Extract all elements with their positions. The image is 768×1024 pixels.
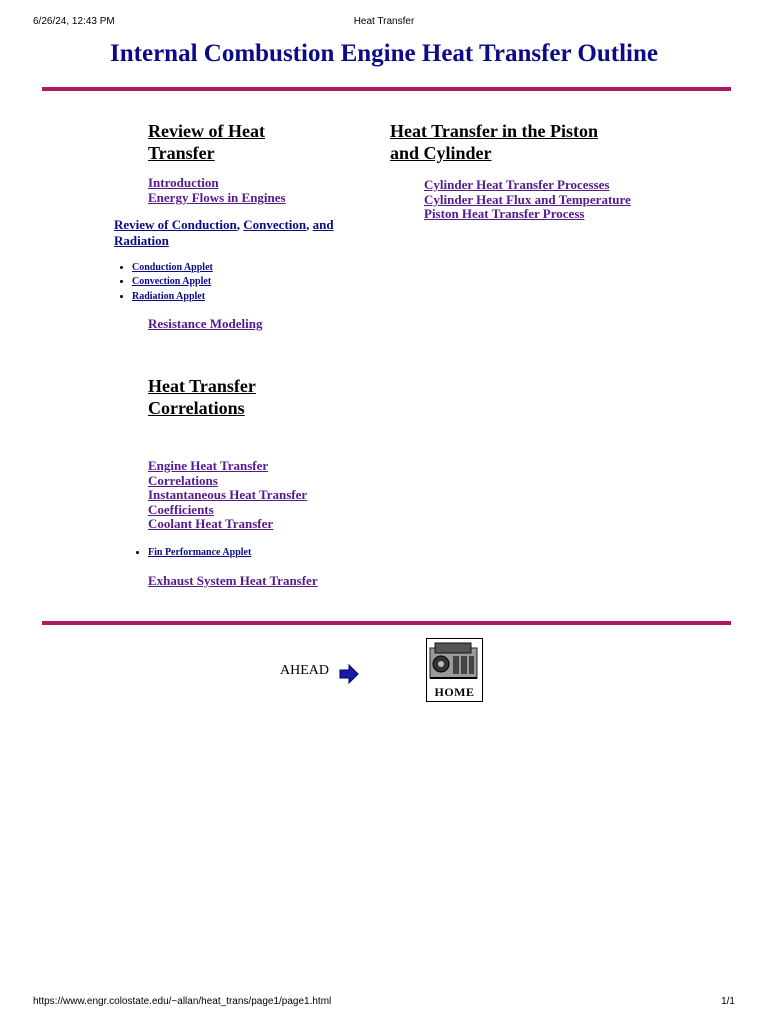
correlations-heading-line2: Correlations (148, 398, 245, 418)
resistance-modeling-link[interactable]: Resistance Modeling (148, 316, 263, 331)
piston-heading-line2: and Cylinder (390, 143, 492, 163)
bottom-divider (42, 621, 731, 625)
review-heading-line2: Transfer (148, 143, 215, 163)
convection-applet-link[interactable]: Convection Applet (132, 276, 212, 288)
print-datetime: 6/26/24, 12:43 PM (33, 16, 115, 27)
piston-links (424, 178, 631, 222)
top-divider (42, 87, 731, 91)
introduction-link[interactable]: Introduction (148, 175, 219, 190)
piston-ht-process-link[interactable]: Piston Heat Transfer Process (424, 206, 585, 222)
radiation-link[interactable]: Radiation (114, 232, 169, 248)
list-item (148, 546, 251, 560)
home-label: HOME (434, 685, 475, 699)
review-heading-line1: Review of Heat (148, 121, 265, 141)
review-conduction-link[interactable]: Review of Conduction (114, 217, 237, 232)
list-item (132, 261, 213, 275)
print-url: https://www.engr.colostate.edu/~allan/heat_trans/page1/page1.html (33, 996, 332, 1007)
fin-applet-list (130, 546, 251, 560)
page-title: Internal Combustion Engine Heat Transfer Outline (110, 40, 658, 67)
intro-links (148, 176, 286, 205)
radiation-applet-link[interactable]: Radiation Applet (132, 290, 206, 302)
coolant-ht-link[interactable]: Coolant Heat Transfer (148, 516, 274, 532)
piston-heading-line1: Heat Transfer in the Piston (390, 121, 598, 141)
energy-flows-link[interactable]: Energy Flows in Engines (148, 189, 286, 205)
cylinder-heat-flux-link[interactable]: Cylinder Heat Flux and Temperature (424, 191, 631, 207)
ahead-label: AHEAD (280, 663, 329, 678)
list-item (132, 290, 213, 304)
correlations-heading-line1: Heat Transfer (148, 376, 256, 396)
list-item (132, 275, 213, 289)
fin-performance-applet-link[interactable]: Fin Performance Applet (148, 547, 252, 558)
exhaust-system-link[interactable]: Exhaust System Heat Transfer (148, 573, 318, 588)
print-doc-title: Heat Transfer (353, 16, 415, 27)
conduction-applet-link[interactable]: Conduction Applet (132, 262, 213, 273)
applet-list (114, 261, 213, 304)
ahead-arrow-icon[interactable] (339, 664, 359, 684)
home-button[interactable] (426, 638, 483, 702)
print-page-count: 1/1 (721, 996, 735, 1007)
cylinder-ht-processes-link[interactable]: Cylinder Heat Transfer Processes (424, 177, 610, 192)
ccr-separator: , (306, 217, 313, 232)
piston-cylinder-heading (390, 120, 598, 164)
ccr-separator: , (236, 217, 244, 232)
engine-ht-correlations-link[interactable]: Engine Heat Transfer (148, 458, 269, 473)
and-link[interactable]: and (312, 217, 334, 232)
engine-icon (427, 640, 482, 686)
engine-ht-correlations-link-line2[interactable]: Correlations (148, 472, 218, 488)
instantaneous-ht-coefficients-link-line2[interactable]: Coefficients (148, 501, 214, 517)
convection-link[interactable]: Convection (243, 217, 307, 232)
review-heading (148, 120, 265, 164)
review-ccr-links (114, 217, 359, 248)
instantaneous-ht-coefficients-link[interactable]: Instantaneous Heat Transfer (148, 487, 308, 503)
correlations-heading (148, 375, 256, 419)
correlation-links (148, 459, 307, 532)
